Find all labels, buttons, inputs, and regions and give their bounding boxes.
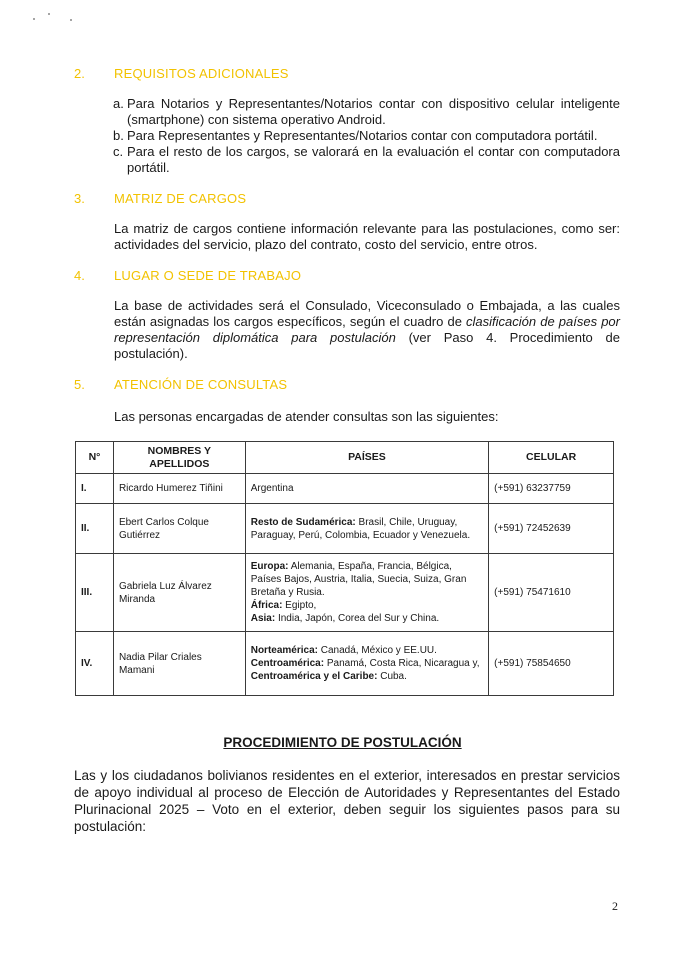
table-header-row (76, 442, 614, 474)
region-label: Centroamérica: (250, 658, 325, 669)
country-list: Brasil, Chile, Uruguay, Paraguay, Perú, Colombia, Ecuador y Venezuela. (250, 516, 471, 541)
country-line (251, 670, 483, 683)
row-name: Gabriela Luz Álvarez Miranda (113, 554, 245, 632)
section-title-matriz: MATRIZ DE CARGOS (114, 191, 247, 206)
country-line (251, 482, 483, 495)
lugar-paragraph (114, 298, 620, 362)
row-phone: (+591) 72452639 (489, 504, 614, 554)
row-name: Ricardo Humerez Tiñini (113, 474, 245, 504)
country-line (251, 612, 483, 625)
section-title-lugar: LUGAR O SEDE DE TRABAJO (114, 268, 302, 283)
section-title-requisitos: REQUISITOS ADICIONALES (114, 66, 289, 81)
list-item (113, 128, 620, 144)
region-label: Resto de Sudamérica: (250, 516, 356, 528)
consultas-intro: Las personas encargadas de atender consultas son las siguientes: (114, 409, 499, 424)
header-name: NOMBRES Y APELLIDOS (113, 442, 245, 474)
country-list: Cuba. (377, 671, 407, 682)
row-countries (245, 504, 488, 554)
procedimiento-title (0, 735, 685, 750)
list-marker: c. (113, 144, 124, 159)
list-text: Para Notarios y Representantes/Notarios contar con dispositivo celular inteligente (smartphone) con sistema operativo Android. (127, 96, 620, 127)
country-line (251, 644, 483, 657)
section-number: 2. (74, 66, 85, 81)
country-list: Canadá, México y EE.UU. (317, 645, 437, 656)
lugar-italic-text: clasificación de países por representación diplomática para postulación (114, 314, 620, 345)
list-item (113, 144, 620, 176)
header-countries: PAÍSES (245, 442, 488, 474)
list-item (113, 96, 620, 128)
header-phone: CELULAR (489, 442, 614, 474)
row-number: II. (76, 504, 114, 554)
country-list: Egipto, (282, 600, 317, 611)
row-countries (245, 554, 488, 632)
row-number: IV. (76, 632, 114, 696)
contacts-table (75, 441, 614, 696)
procedimiento-paragraph: Las y los ciudadanos bolivianos residentes en el exterior, interesados en prestar servicios de apoyo individual al proceso de Elección de Autoridades y Representantes del Estado Plurinacional 2025 – Voto en el exterior, deben seguir los siguientes pasos para su postulación: (74, 768, 620, 834)
region-label: Norteamérica: (250, 645, 318, 656)
row-countries (245, 474, 488, 504)
section-number: 3. (74, 191, 85, 206)
list-marker: b. (113, 128, 124, 143)
region-label: Asia: (250, 613, 276, 624)
country-list: India, Japón, Corea del Sur y China. (275, 613, 440, 624)
list-marker: a. (113, 96, 124, 111)
row-phone: (+591) 75471610 (489, 554, 614, 632)
page-number: 2 (612, 899, 618, 913)
row-name: Ebert Carlos Colque Gutiérrez (113, 504, 245, 554)
country-line (251, 599, 483, 612)
header-num: N° (76, 442, 114, 474)
country-list: Alemania, España, Francia, Bélgica, Países Bajos, Austria, Italia, Suecia, Suiza, Gran Bretaña y Rusia. (250, 561, 467, 598)
country-list: Panamá, Costa Rica, Nicaragua y, (324, 658, 480, 669)
country-line (251, 657, 483, 670)
scan-speck (70, 19, 72, 21)
table-row (76, 474, 614, 504)
country-list: Argentina (250, 483, 294, 494)
row-number: III. (76, 554, 114, 632)
procedimiento-title-text: PROCEDIMIENTO DE POSTULACIÓN (223, 735, 462, 750)
section-number: 5. (74, 377, 85, 392)
region-label: Centroamérica y el Caribe: (250, 671, 378, 682)
row-countries (245, 632, 488, 696)
section-title-consultas: ATENCIÓN DE CONSULTAS (114, 377, 288, 392)
matriz-paragraph: La matriz de cargos contiene información relevante para las postulaciones, como ser: actividades del servicio, plazo del contrato, costo del servicio, entre otros. (114, 221, 620, 252)
lugar-text: (ver Paso 4. Procedimiento de postulación). (114, 330, 620, 361)
row-name: Nadia Pilar Criales Mamani (113, 632, 245, 696)
list-text: Para el resto de los cargos, se valorará en la evaluación el contar con computadora portátil. (127, 144, 620, 175)
region-label: Europa: (250, 561, 289, 572)
lugar-text: La base de actividades será el Consulado, Viceconsulado o Embajada, a las cuales están asignadas los cargos específicos, según el cuadro de (114, 298, 620, 329)
list-text: Para Representantes y Representantes/Notarios contar con computadora portátil. (127, 128, 598, 143)
table-row (76, 632, 614, 696)
country-line (251, 560, 483, 599)
row-phone: (+591) 63237759 (489, 474, 614, 504)
region-label: África: (250, 600, 283, 611)
table-row (76, 504, 614, 554)
scan-speck (48, 13, 50, 15)
table-row (76, 554, 614, 632)
country-line (251, 516, 483, 542)
scan-speck (33, 18, 35, 20)
row-phone: (+591) 75854650 (489, 632, 614, 696)
section-number: 4. (74, 268, 85, 283)
row-number: I. (76, 474, 114, 504)
